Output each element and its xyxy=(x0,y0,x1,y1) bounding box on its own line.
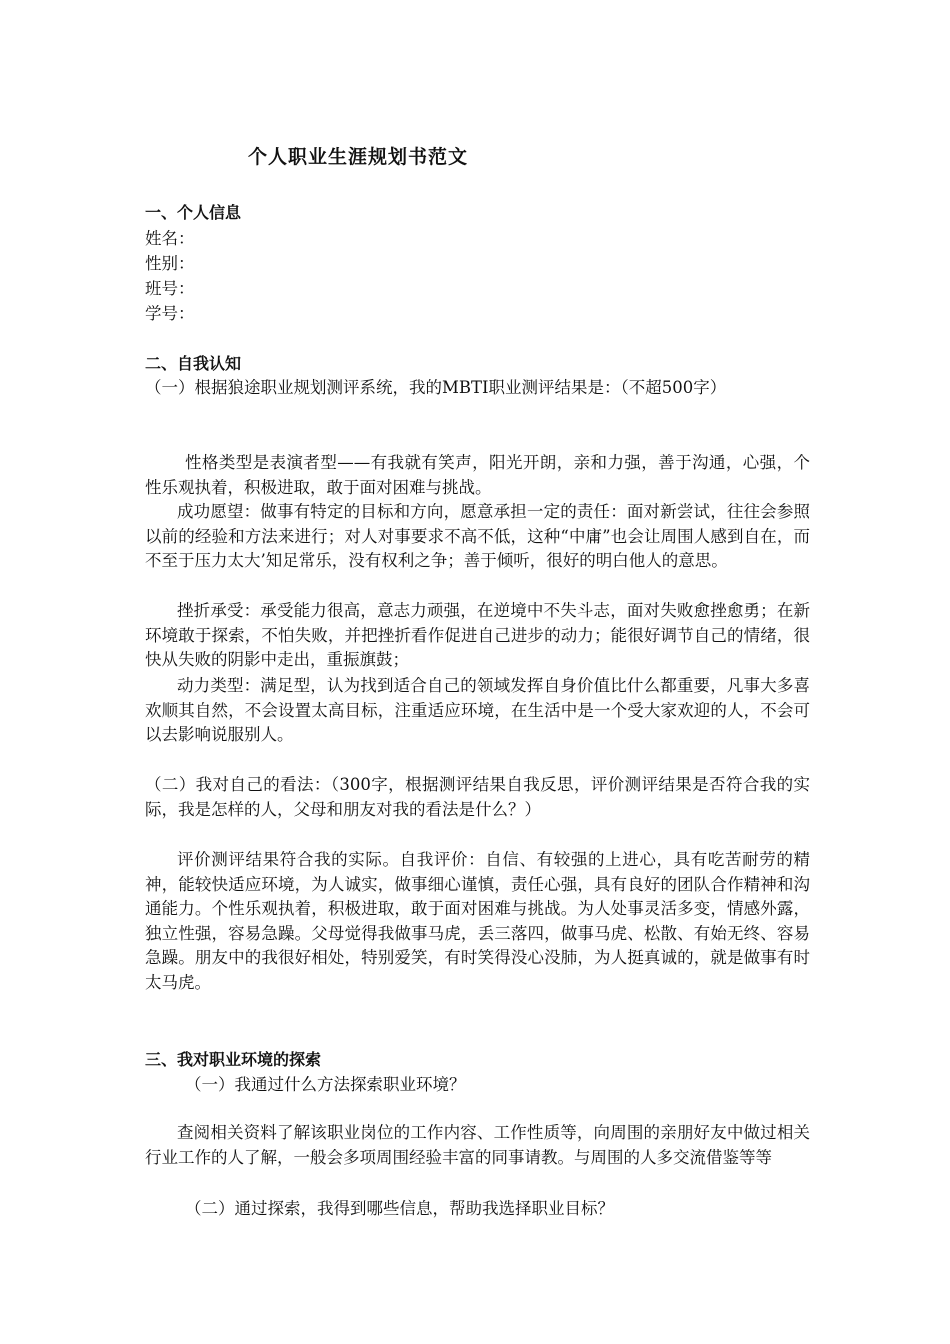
paragraph-exploration-methods: 查阅相关资料了解该职业岗位的工作内容、工作性质等，向周围的亲朋好友中做过相关行业工作的人了解，一般会多项周围经验丰富的同事请教。与周围的人多交流借鉴等等 xyxy=(145,1123,810,1167)
document-title: 个人职业生涯规划书范文 xyxy=(248,146,469,168)
question-exploration-methods: （一）我通过什么方法探索职业环境？ xyxy=(185,1075,466,1094)
paragraph-personality-type: 性格类型是表演者型——有我就有笑声，阳光开朗，亲和力强，善于沟通，心强，个性乐观执着，积极进取，敢于面对困难与挑战。 xyxy=(145,453,810,497)
question-information-gained: （二）通过探索，我得到哪些信息，帮助我选择职业目标？ xyxy=(185,1199,614,1218)
section-heading-self-awareness: 二、自我认知 xyxy=(145,354,242,373)
question-self-view: （二）我对自己的看法：（300字，根据测评结果自我反思，评价测评结果是否符合我的实际，我是怎样的人，父母和朋友对我的看法是什么？） xyxy=(145,775,810,819)
paragraph-self-evaluation: 评价测评结果符合我的实际。自我评价：自信、有较强的上进心，具有吃苦耐劳的精神，能较快适应环境，为人诚实，做事细心谨慎，责任心强，具有良好的团队合作精神和沟通能力。个性乐观执着，积极进取，敢于面对困难与挑战。为人处事灵活多变，情感外露，独立性强，容易急躁。父母觉得我做事马虎，丢三落四，做事马虎、松散、有始无终、容易急躁。朋友中的我很好相处，特别爱笑，有时笑得没心没肺，为人挺真诚的，就是做事有时太马虎。 xyxy=(145,850,810,992)
paragraph-frustration-tolerance: 挫折承受：承受能力很高，意志力顽强，在逆境中不失斗志，面对失败愈挫愈勇；在新环境敢于探索，不怕失败，并把挫折看作促进自己进步的动力；能很好调节自己的情绪，很快从失败的阴影中走出，重振旗鼓； xyxy=(145,601,810,670)
question-mbti: （一）根据狼途职业规划测评系统，我的MBTI职业测评结果是：（不超500字） xyxy=(145,378,727,397)
class-label: 班号： xyxy=(145,279,195,298)
student-id-label: 学号： xyxy=(145,304,195,323)
gender-label: 性别： xyxy=(145,254,195,273)
name-label: 姓名： xyxy=(145,229,195,248)
section-heading-personal-info: 一、个人信息 xyxy=(145,203,242,222)
section-heading-career-environment: 三、我对职业环境的探索 xyxy=(145,1050,322,1069)
paragraph-success-desire: 成功愿望：做事有特定的目标和方向，愿意承担一定的责任：面对新尝试，往往会参照以前的经验和方法来进行；对人对事要求不高不低，这种“中庸”也会让周围人感到自在，而不至于压力太大’知足常乐，没有权利之争；善于倾听，很好的明白他人的意思。 xyxy=(145,502,810,571)
paragraph-motivation-type: 动力类型：满足型，认为找到适合自己的领域发挥自身价值比什么都重要，凡事大多喜欢顺其自然，不会设置太高目标，注重适应环境，在生活中是一个受大家欢迎的人，不会可以去影响说服别人。 xyxy=(145,676,810,745)
